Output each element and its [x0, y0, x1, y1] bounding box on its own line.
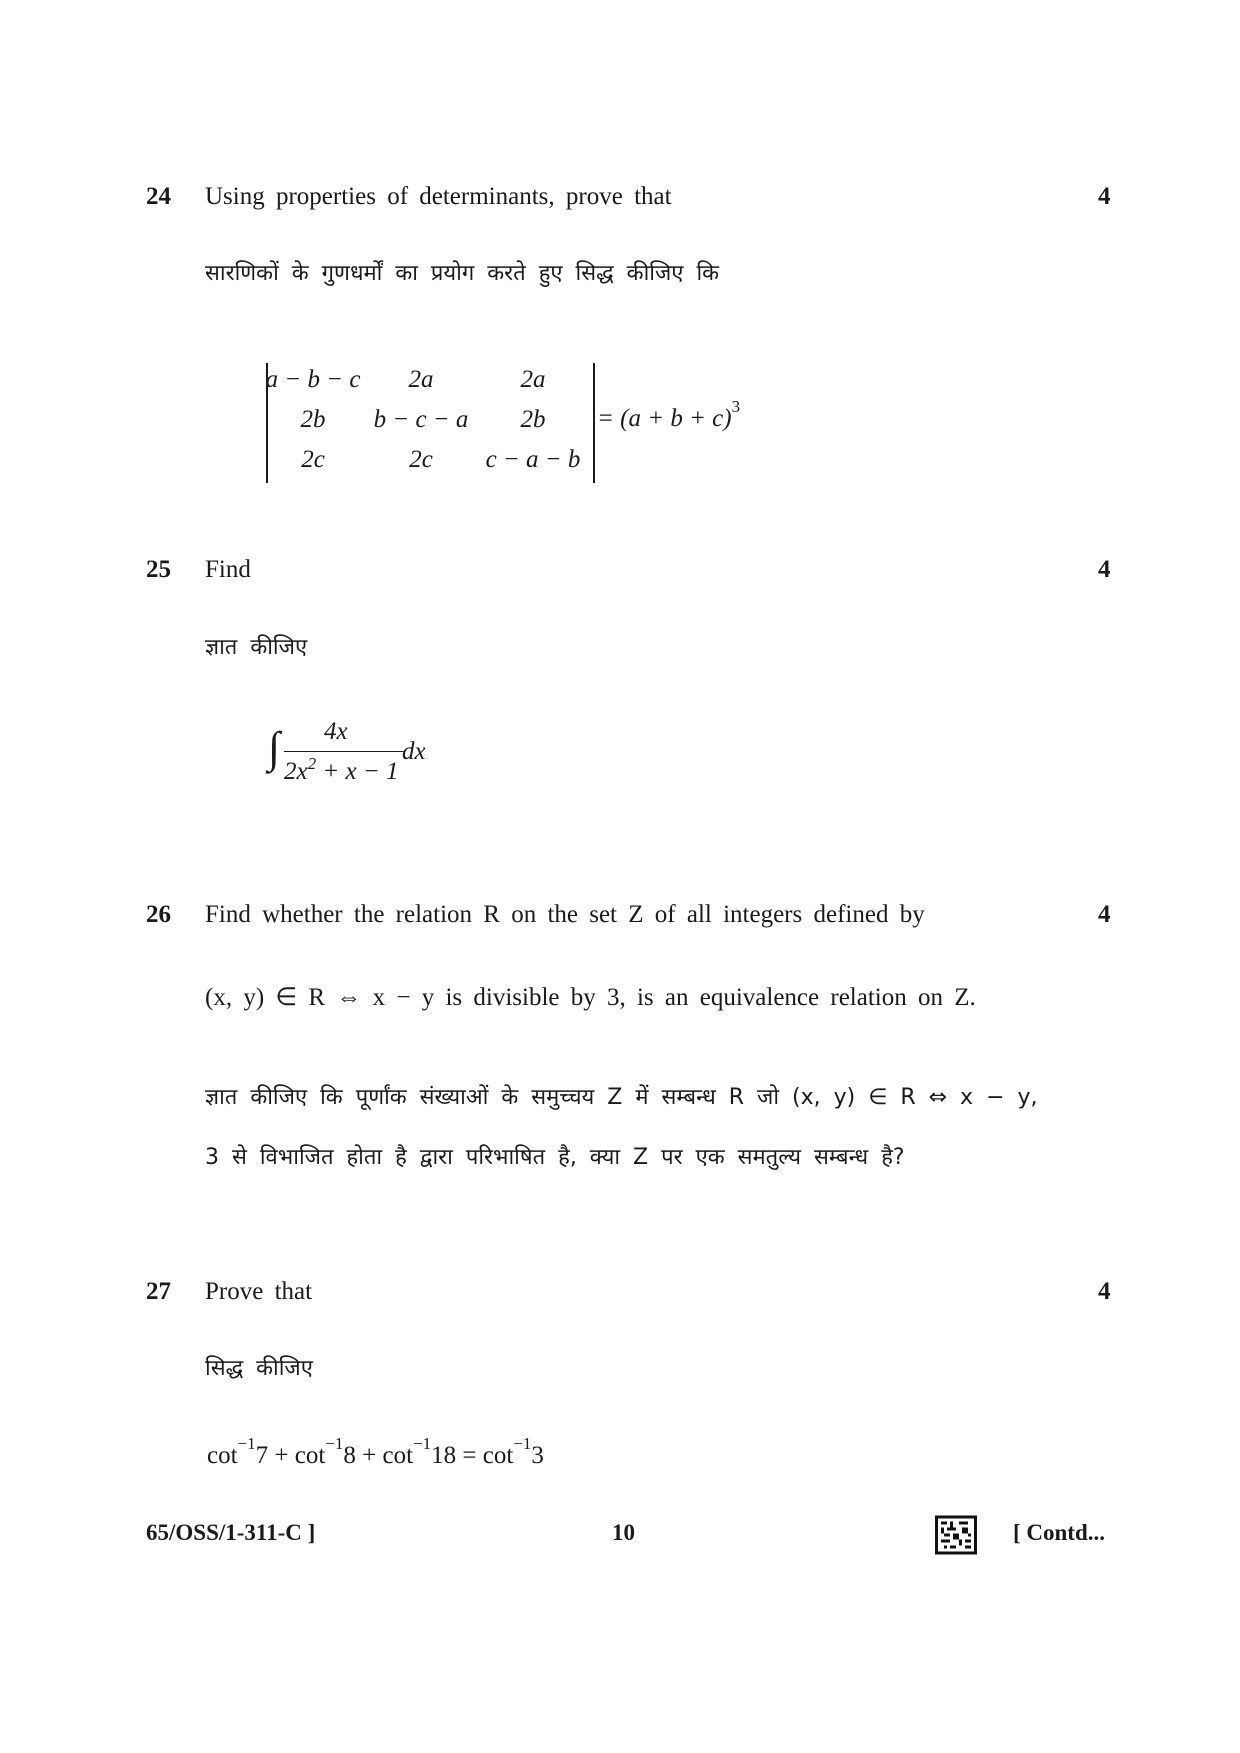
eq-term-4: 18 = cot [431, 1442, 514, 1469]
page-number: 10 [612, 1520, 635, 1545]
denominator-term-a: 2x [284, 758, 308, 785]
denominator-exponent: 2 [307, 754, 317, 773]
det-cell-2-1: 2b [300, 406, 326, 433]
question-25-english: Find [205, 556, 251, 583]
contd-label: [ Contd... [1013, 1520, 1106, 1545]
question-24-hindi: सारणिकों के गुणधर्मों का प्रयोग करते हुए सिद्ध कीजिए कि [205, 261, 720, 286]
eq-exp-4: −1 [513, 1434, 532, 1453]
question-25-marks: 4 [1098, 556, 1111, 583]
cot-inverse-equation [207, 1434, 544, 1470]
eq-exp-3: −1 [413, 1434, 432, 1453]
question-24-english: Using properties of determinants, prove that [205, 183, 672, 210]
question-27-hindi: सिद्ध कीजिए [205, 1356, 313, 1381]
integral-denominator [284, 754, 399, 786]
det-cell-3-2: 2c [409, 446, 433, 473]
question-27-marks: 4 [1098, 1278, 1111, 1305]
question-26-english-line2: (x, y) ∈ R ⇔ x − y is divisible by 3, is an equivalence relation on Z. [205, 984, 976, 1011]
question-27-english: Prove that [205, 1278, 313, 1305]
integral-differential: dx [402, 738, 426, 765]
eq-term-5: 3 [531, 1442, 544, 1469]
det-cell-2-2: b − c − a [373, 406, 469, 433]
eq-exp-1: −1 [237, 1434, 256, 1453]
paper-code: 65/OSS/1-311-C ] [146, 1520, 316, 1545]
question-26-hindi-line2: 3 से विभाजित होता है द्वारा परिभाषित है, क्या Z पर एक समतुल्य सम्बन्ध है? [205, 1145, 905, 1170]
question-25-hindi: ज्ञात कीजिए [205, 635, 308, 660]
det-cell-3-3: c − a − b [485, 446, 581, 473]
det-cell-1-1: a − b − c [265, 366, 361, 393]
question-24-marks: 4 [1098, 183, 1111, 210]
integral-numerator: 4x [324, 718, 348, 745]
determinant-matrix [266, 363, 595, 483]
integral-expression [268, 716, 448, 796]
det-cell-1-2: 2a [408, 366, 434, 393]
determinant-rhs-expression: = (a + b + c) [597, 405, 732, 432]
question-26-marks: 4 [1098, 901, 1111, 928]
question-26-hindi-line1: ज्ञात कीजिए कि पूर्णांक संख्याओं के समुच्चय Z में सम्बन्ध R जो (x, y) ∈ R ⇔ x − y, [205, 1085, 1038, 1110]
question-number-24: 24 [146, 183, 171, 210]
determinant-rhs-exponent: 3 [731, 397, 741, 416]
det-cell-1-3: 2a [520, 366, 546, 393]
question-26-english-line1: Find whether the relation R on the set Z of all integers defined by [205, 901, 925, 928]
det-cell-3-1: 2c [301, 446, 325, 473]
fraction-bar [284, 751, 404, 752]
question-number-27: 27 [146, 1278, 171, 1305]
eq-term-3: 8 + cot [343, 1442, 414, 1469]
eq-term-2: 7 + cot [255, 1442, 326, 1469]
qr-code-icon [935, 1515, 977, 1555]
eq-exp-2: −1 [325, 1434, 344, 1453]
question-number-25: 25 [146, 556, 171, 583]
question-number-26: 26 [146, 901, 171, 928]
determinant-rhs [597, 397, 741, 433]
integral-sign: ∫ [268, 723, 281, 772]
det-cell-2-3: 2b [520, 406, 546, 433]
denominator-term-b: + x − 1 [316, 758, 399, 785]
eq-term-1: cot [207, 1442, 238, 1469]
